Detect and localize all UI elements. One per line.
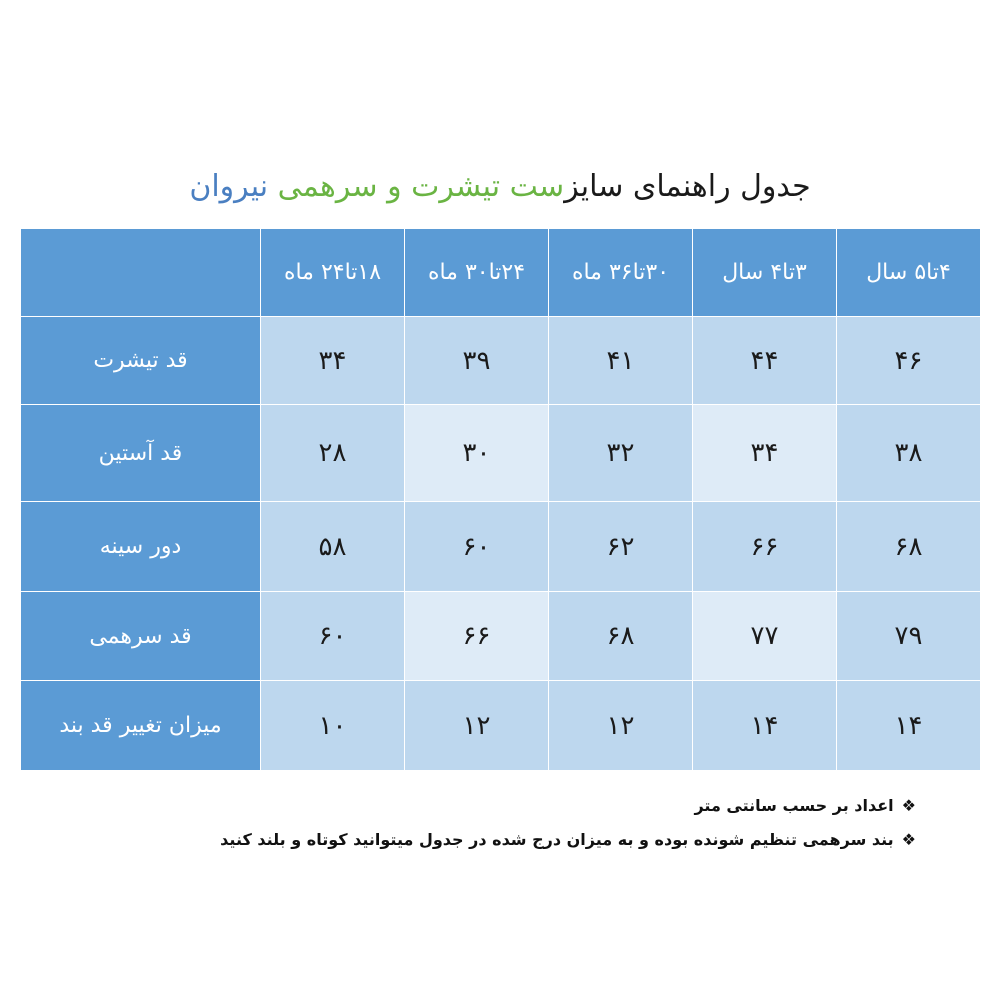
table-row <box>21 317 981 405</box>
header-cell: ۴تا۵ سال <box>837 229 981 317</box>
diamond-bullet-icon: ❖ <box>901 795 916 815</box>
value-cell: ۶۸ <box>837 502 981 592</box>
header-cell: ۱۸تا۲۴ ماه <box>261 229 405 317</box>
value-cell: ۳۰ <box>405 405 549 502</box>
title-part-brand: نیروان <box>189 169 269 204</box>
row-label: قد تیشرت <box>21 317 261 405</box>
value-cell: ۴۱ <box>549 317 693 405</box>
title-part-main: جدول راهنمای سایز <box>564 169 811 204</box>
title-part-product: ست تیشرت و سرهمی <box>277 169 565 204</box>
value-cell: ۳۸ <box>837 405 981 502</box>
row-label: دور سینه <box>21 502 261 592</box>
value-cell: ۳۴ <box>693 405 837 502</box>
value-cell: ۶۶ <box>405 592 549 681</box>
notes-list <box>216 788 916 856</box>
note-item <box>216 822 916 856</box>
value-cell: ۳۲ <box>549 405 693 502</box>
value-cell: ۳۹ <box>405 317 549 405</box>
page-title <box>0 165 1000 209</box>
value-cell: ۴۴ <box>693 317 837 405</box>
diamond-bullet-icon: ❖ <box>901 829 916 849</box>
value-cell: ۳۴ <box>261 317 405 405</box>
value-cell: ۲۸ <box>261 405 405 502</box>
value-cell: ۶۰ <box>405 502 549 592</box>
value-cell: ۷۷ <box>693 592 837 681</box>
table-row <box>21 405 981 502</box>
value-cell: ۶۲ <box>549 502 693 592</box>
note-text: اعداد بر حسب سانتی متر <box>694 795 894 815</box>
value-cell: ۶۰ <box>261 592 405 681</box>
table-row <box>21 681 981 771</box>
value-cell: ۶۸ <box>549 592 693 681</box>
size-table <box>20 228 981 771</box>
row-label: قد سرهمی <box>21 592 261 681</box>
note-item <box>216 788 916 822</box>
table-row <box>21 502 981 592</box>
value-cell: ۵۸ <box>261 502 405 592</box>
value-cell: ۷۹ <box>837 592 981 681</box>
table-row <box>21 592 981 681</box>
value-cell: ۴۶ <box>837 317 981 405</box>
row-label: میزان تغییر قد بند <box>21 681 261 771</box>
header-cell: ۳تا۴ سال <box>693 229 837 317</box>
row-label: قد آستین <box>21 405 261 502</box>
table-header-row <box>21 229 981 317</box>
value-cell: ۱۴ <box>837 681 981 771</box>
note-text: بند سرهمی تنظیم شونده بوده و به میزان درج شده در جدول میتوانید کوتاه و بلند کنید <box>220 829 894 849</box>
header-cell: ۳۰تا۳۶ ماه <box>549 229 693 317</box>
header-cell: ۲۴تا۳۰ ماه <box>405 229 549 317</box>
value-cell: ۱۰ <box>261 681 405 771</box>
header-corner-cell <box>21 229 261 317</box>
value-cell: ۱۲ <box>405 681 549 771</box>
value-cell: ۱۲ <box>549 681 693 771</box>
value-cell: ۶۶ <box>693 502 837 592</box>
value-cell: ۱۴ <box>693 681 837 771</box>
